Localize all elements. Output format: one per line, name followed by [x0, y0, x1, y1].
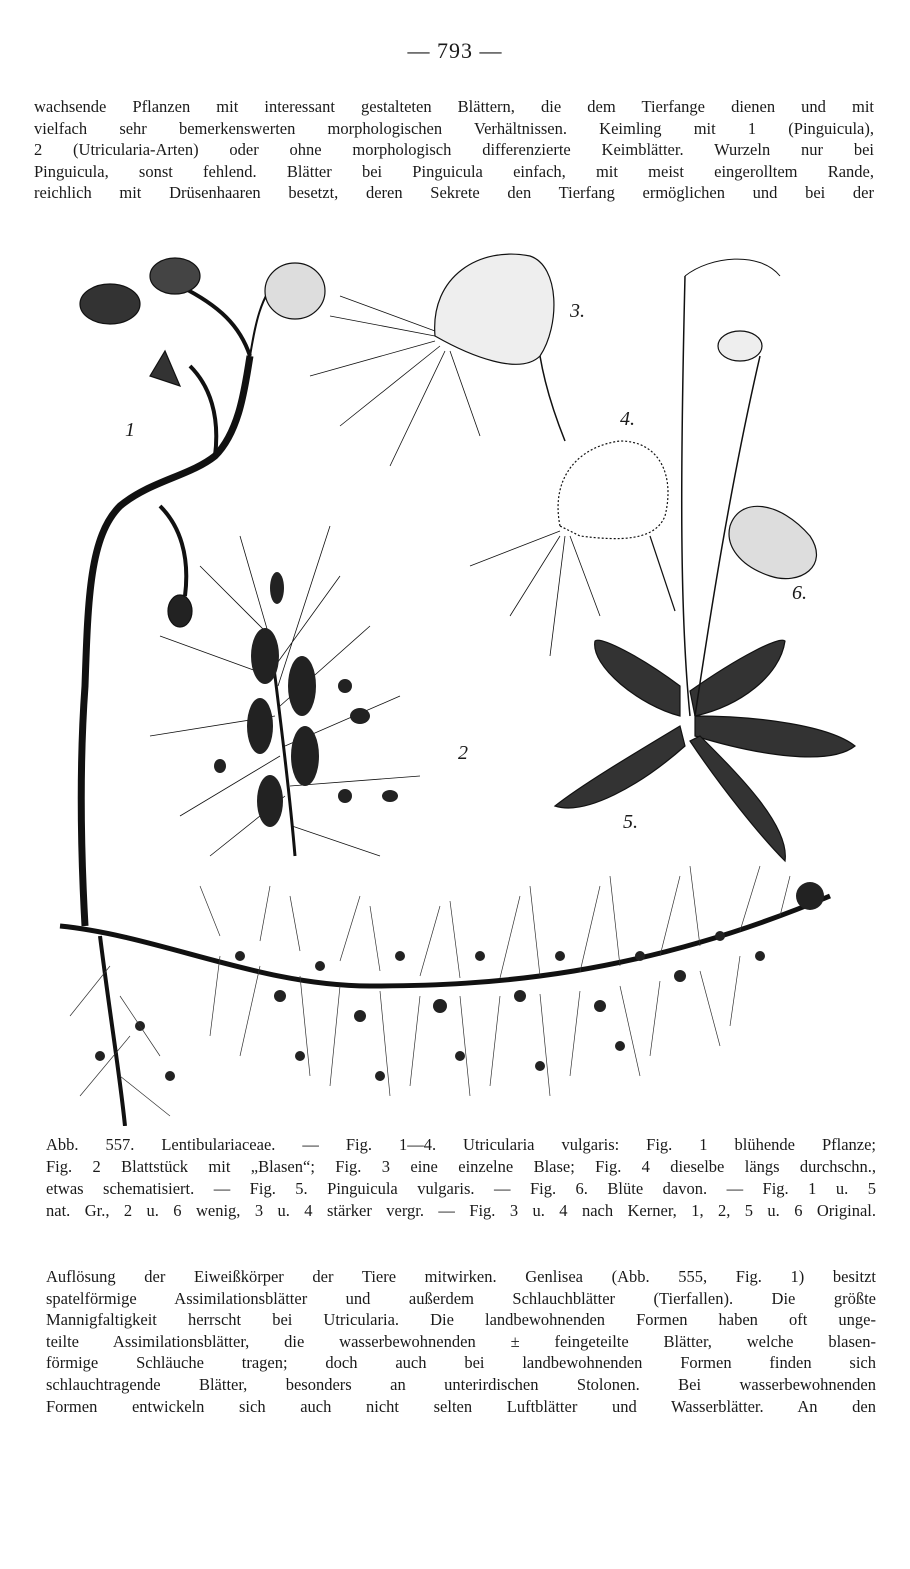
text-line: teilte Assimilationsblätter, die wasserbewohnenden ± feingeteilte Blätter, welche blasen-	[46, 1331, 876, 1351]
text-line: schlauchtragende Blätter, besonders an unterirdischen Stolonen. Bei wasserbewohnenden	[46, 1374, 876, 1394]
text-line: förmige Schläuche tragen; doch auch bei landbewohnenden Formen finden sich	[46, 1353, 876, 1373]
caption-line: etwas schematisiert. — Fig. 5. Pinguicula vulgaris. — Fig. 6. Blüte davon. — Fig. 1 u. 5	[46, 1179, 876, 1198]
text-line: Auflösung der Eiweißkörper der Tiere mitwirken. Genlisea (Abb. 555, Fig. 1) besitzt	[46, 1267, 876, 1286]
text-line: Pinguicula, sonst fehlend. Blätter bei Pinguicula einfach, mit meist eingerolltem Rande,	[34, 161, 874, 181]
text-line: reichlich mit Drüsenhaaren besetzt, deren Sekrete den Tierfang ermöglichen und bei der	[34, 183, 874, 202]
text-line: Mannigfaltigkeit herrscht bei Utricularia. Die landbewohnenden Formen haben oft unge-	[46, 1310, 876, 1330]
figure-label: 2	[458, 742, 468, 764]
stolon-leaf-filaments	[70, 866, 790, 1116]
text-line: vielfach sehr bemerkenswerten morphologischen Verhältnissen. Keimling mit 1 (Pinguicula),	[34, 118, 874, 138]
figure-label: 5.	[623, 811, 638, 833]
utricularia-plant-drawing	[60, 254, 855, 1126]
page-number: — 793 —	[407, 38, 503, 63]
bottom-paragraph	[46, 1266, 876, 1417]
illustration-drawing	[40, 236, 870, 1126]
figure-label: 1	[125, 419, 135, 441]
text-line: 2 (Utricularia-Arten) oder ohne morphologisch differenzierte Keimblätter. Wurzeln nur bei	[34, 140, 874, 159]
botanical-illustration	[40, 236, 870, 1126]
caption-line: Abb. 557. Lentibulariaceae. — Fig. 1—4. Utricularia vulgaris: Fig. 1 blühende Pflanze;	[46, 1135, 876, 1154]
caption-line: nat. Gr., 2 u. 6 wenig, 3 u. 4 stärker vergr. — Fig. 3 u. 4 nach Kerner, 1, 2, 5 u. 6 Original.	[46, 1201, 876, 1220]
figure-label: 4.	[620, 408, 635, 430]
figure-caption	[46, 1134, 876, 1222]
figure-label: 6.	[792, 582, 807, 604]
text-line: wachsende Pflanzen mit interessant gestalteten Blättern, die dem Tierfange dienen und mit	[34, 97, 874, 116]
text-line: Formen entwickeln sich auch nicht selten Luftblätter und Wasserblätter. An den	[46, 1396, 876, 1416]
text-line: spatelförmige Assimilationsblätter und außerdem Schlauchblätter (Tierfallen). Die größte	[46, 1288, 876, 1308]
caption-line: Fig. 2 Blattstück mit „Blasen“; Fig. 3 eine einzelne Blase; Fig. 4 dieselbe längs durchschn.,	[46, 1157, 876, 1176]
figure-label: 3.	[570, 300, 585, 322]
top-paragraph	[34, 96, 874, 204]
